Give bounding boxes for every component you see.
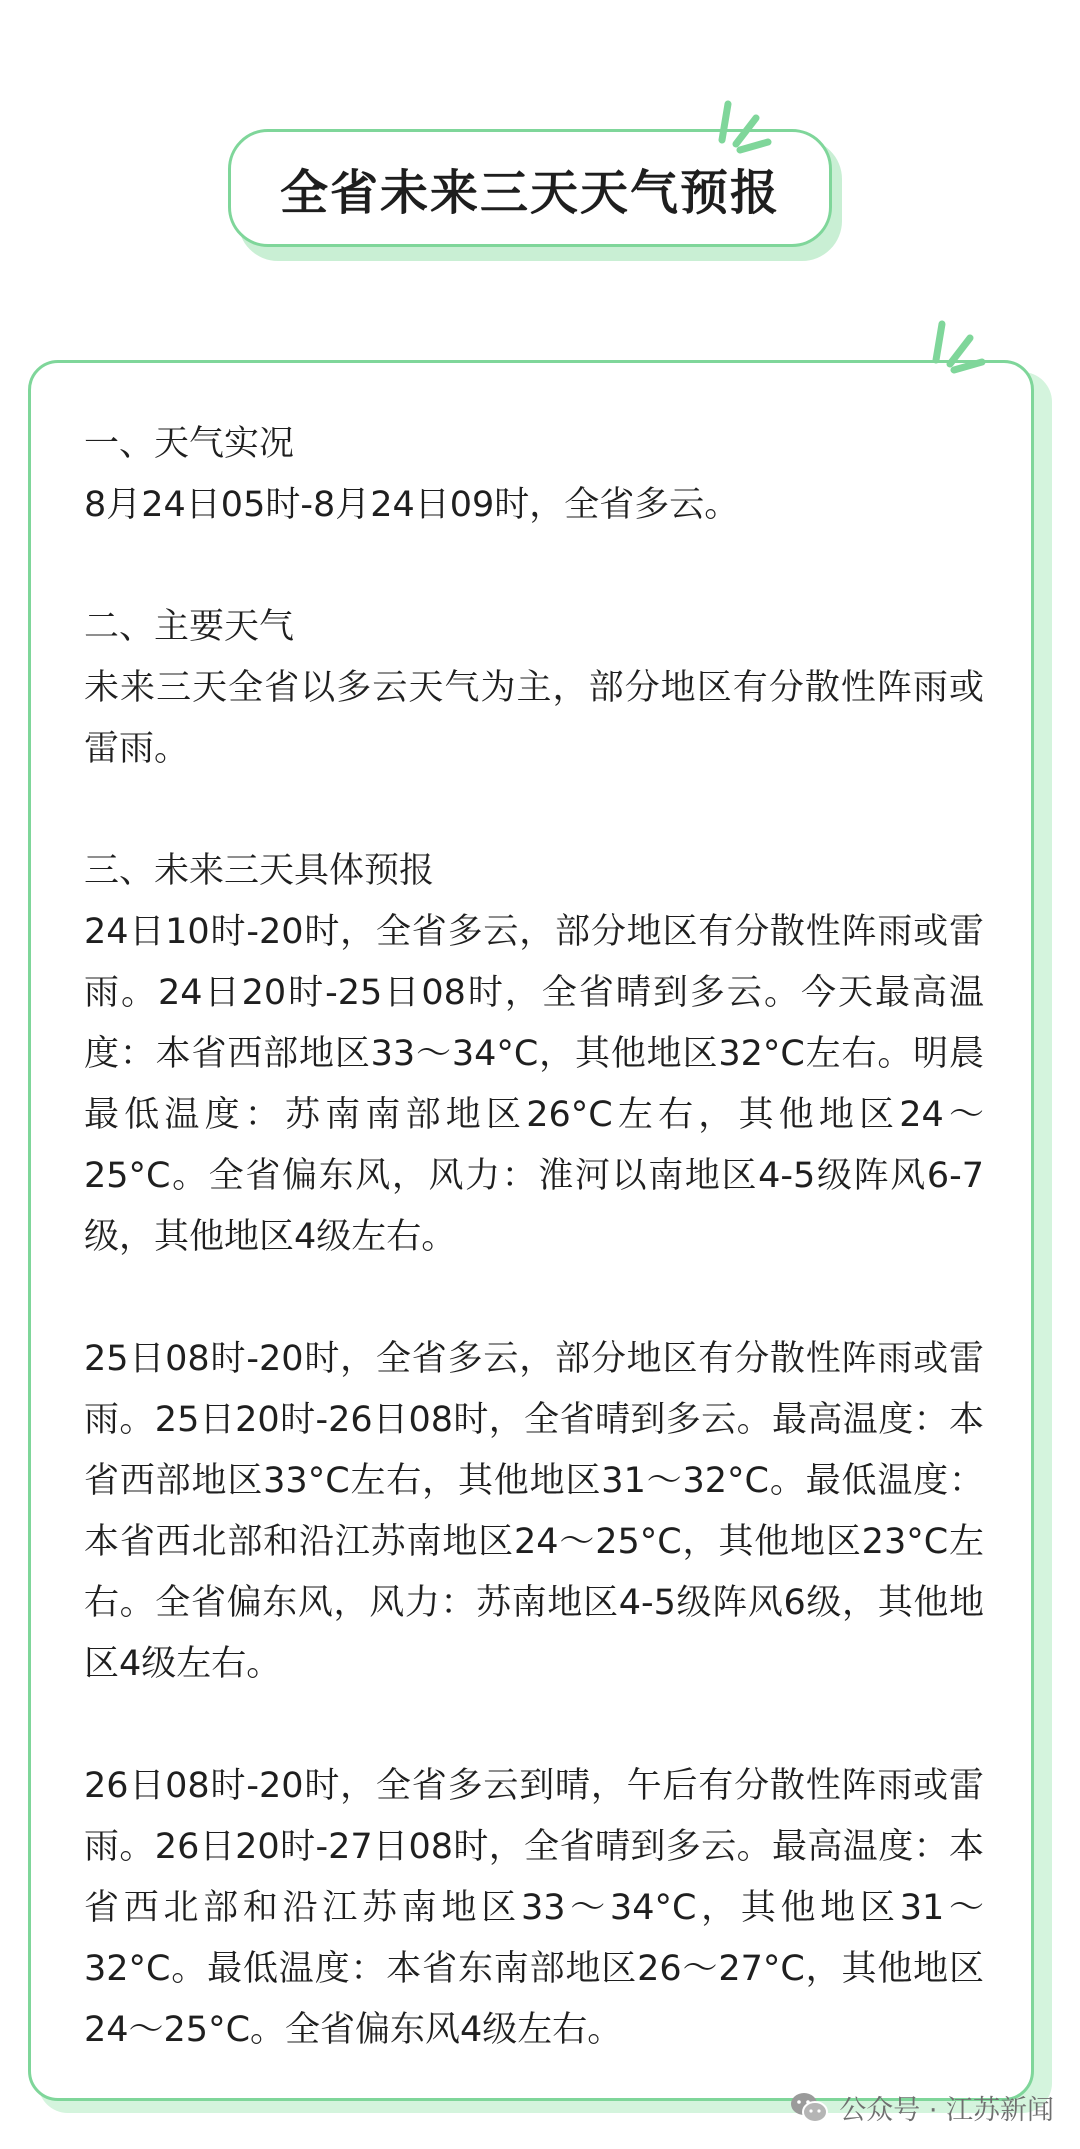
wechat-icon (789, 2091, 829, 2125)
forecast-day3: 26日08时-20时，全省多云到晴，午后有分散性阵雨或雷雨。26日20时-27日08时，全省晴到多云。最高温度：本省西北部和沿江苏南地区33～34°C，其他地区31～32°C。最低温度：本省东南部地区26～27°C，其他地区24～25°C。全省偏东风4级左右。 (84, 1766, 984, 2050)
realtime-heading: 一、天气实况 (84, 424, 295, 464)
watermark (789, 2088, 1054, 2127)
forecast-content (84, 414, 984, 2061)
realtime-body: 8月24日05时-8月24日09时，全省多云。 (84, 485, 740, 525)
forecast-day2: 25日08时-20时，全省多云，部分地区有分散性阵雨或雷雨。25日20时-26日08时，全省晴到多云。最高温度：本省西部地区33°C左右，其他地区31～32°C。最低温度：本省西北部和沿江苏南地区24～25°C，其他地区23°C左右。全省偏东风，风力：苏南地区4-5级阵风6级，其他地区4级左右。 (84, 1339, 984, 1684)
main-weather-body: 未来三天全省以多云天气为主，部分地区有分散性阵雨或雷雨。 (84, 668, 984, 769)
sparkle-icon (716, 94, 780, 154)
sparkle-icon (930, 314, 994, 374)
main-weather-heading: 二、主要天气 (84, 607, 295, 647)
watermark-text: 公众号 · 江苏新闻 (839, 2095, 1054, 2126)
page-title: 全省未来三天天气预报 (279, 164, 780, 221)
forecast-day1: 24日10时-20时，全省多云，部分地区有分散性阵雨或雷雨。24日20时-25日08时，全省晴到多云。今天最高温度：本省西部地区33～34°C，其他地区32°C左右。明晨最低温度：苏南南部地区26°C左右，其他地区24～25°C。全省偏东风，风力：淮河以南地区4-5级阵风6-7级，其他地区4级左右。 (84, 912, 984, 1257)
forecast-heading: 三、未来三天具体预报 (84, 851, 435, 891)
